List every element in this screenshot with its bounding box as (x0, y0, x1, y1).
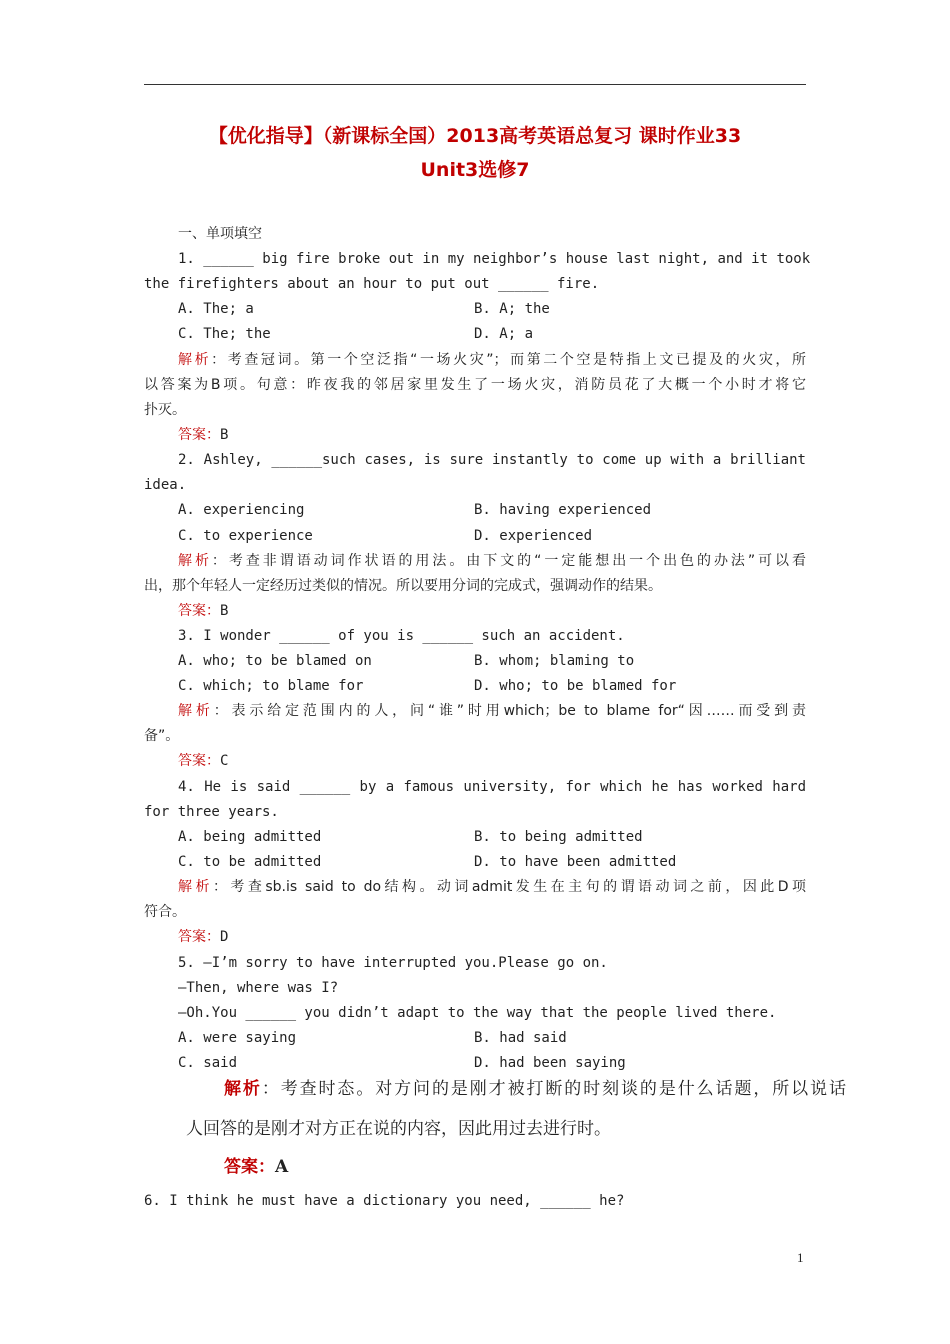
q3-analysis-line1: 解析：表示给定范围内的人，问“谁”时用which；be to blame for“因……而受到责 (178, 703, 807, 719)
page-title-line2: Unit3选修7 (420, 159, 530, 181)
q2-option-b: B. having experienced (474, 502, 652, 518)
q5-option-d: D. had been saying (474, 1055, 626, 1071)
q5-stem-line2: —Then, where was I? (178, 980, 339, 996)
q5-option-a: A. were saying (178, 1030, 297, 1046)
page-number: 1 (797, 1250, 804, 1265)
q1-stem-line1: 1. ______ big fire broke out in my neighbor’s house last night, and it took (178, 251, 811, 267)
q1-option-c: C. The; the (178, 326, 271, 342)
q5-answer: 答案：A (224, 1157, 289, 1177)
q3-analysis-line2: 备”。 (144, 728, 180, 744)
section-heading: 一、单项填空 (178, 226, 262, 242)
q2-answer: 答案：B (178, 603, 229, 619)
q6-stem-line1: 6. I think he must have a dictionary you need, ______ he? (144, 1193, 625, 1209)
q5-analysis-line1: 解析：考查时态。对方问的是刚才被打断的时刻谈的是什么话题，所以说话 (224, 1079, 846, 1099)
q2-option-d: D. experienced (474, 528, 593, 544)
q2-analysis-line1: 解析：考查非谓语动词作状语的用法。由下文的“一定能想出一个出色的办法”可以看 (178, 553, 806, 569)
q4-option-a: A. being admitted (178, 829, 322, 845)
q2-option-c: C. to experience (178, 528, 313, 544)
q1-analysis-line2: 以答案为B项。句意：昨夜我的邻居家里发生了一场火灾，消防员花了大概一个小时才将它 (144, 377, 806, 393)
q4-analysis-line1: 解析：考查sb.is said to do结构。动词admit发生在主句的谓语动词之前，因此D项 (178, 879, 806, 895)
q4-stem-line1: 4. He is said ______ by a famous university, for which he has worked hard (178, 779, 806, 795)
q5-option-b: B. had said (474, 1030, 567, 1046)
q4-stem-line2: for three years. (144, 804, 279, 820)
q4-option-c: C. to be admitted (178, 854, 322, 870)
q1-analysis-line1: 解析：考查冠词。第一个空泛指“一场火灾”；而第二个空是特指上文已提及的火灾，所 (178, 352, 806, 368)
q2-analysis-line2: 出，那个年轻人一定经历过类似的情况。所以要用分词的完成式，强调动作的结果。 (144, 578, 662, 594)
q2-stem-line2: idea. (144, 477, 187, 493)
q5-analysis-line2: 人回答的是刚才对方正在说的内容，因此用过去进行时。 (186, 1119, 611, 1139)
q4-option-d: D. to have been admitted (474, 854, 677, 870)
q3-option-b: B. whom; blaming to (474, 653, 635, 669)
q4-answer: 答案：D (178, 929, 229, 945)
q3-answer: 答案：C (178, 753, 229, 769)
q1-option-d: D. A; a (474, 326, 534, 342)
q5-option-c: C. said (178, 1055, 238, 1071)
q4-option-b: B. to being admitted (474, 829, 643, 845)
q3-option-c: C. which; to blame for (178, 678, 364, 694)
q1-analysis-line3: 扑灭。 (144, 402, 186, 418)
q1-option-a: A. The; a (178, 301, 254, 317)
q4-analysis-line2: 符合。 (144, 904, 186, 920)
q2-option-a: A. experiencing (178, 502, 305, 518)
q5-stem-line3: —Oh.You ______ you didn’t adapt to the way that the people lived there. (178, 1005, 777, 1021)
q1-stem-line2: the firefighters about an hour to put out ______ fire. (144, 276, 600, 292)
q1-option-b: B. A; the (474, 301, 550, 317)
q3-option-a: A. who; to be blamed on (178, 653, 372, 669)
q1-answer: 答案：B (178, 427, 229, 443)
q3-option-d: D. who; to be blamed for (474, 678, 677, 694)
q1-analysis-label: 解析 (178, 352, 212, 368)
q2-stem-line1: 2. Ashley, ______such cases, is sure instantly to come up with a brilliant (178, 452, 806, 468)
page-title-line1: 【优化指导】（新课标全国）2013高考英语总复习 课时作业33 (208, 125, 742, 147)
q5-stem-line1: 5. —I’m sorry to have interrupted you.Please go on. (178, 955, 608, 971)
header-rule (144, 84, 806, 85)
q3-stem-line1: 3. I wonder ______ of you is ______ such an accident. (178, 628, 625, 644)
